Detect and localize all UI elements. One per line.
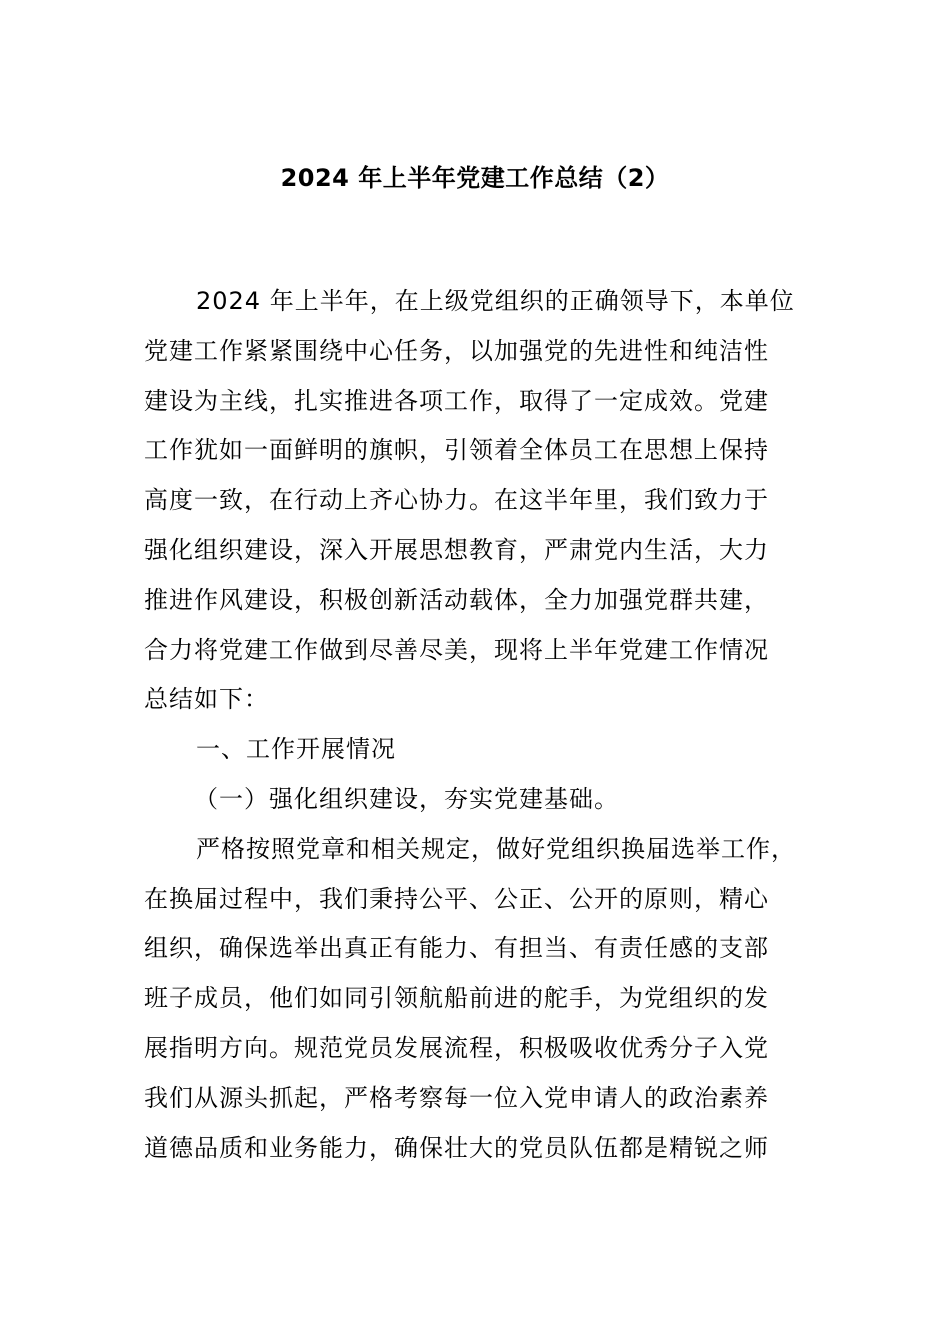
paragraph-line: 总结如下： <box>144 685 269 714</box>
paragraph-line: 2024 年上半年，在上级党组织的正确领导下，本单位 <box>196 287 795 315</box>
paragraph-line: 推进作风建设，积极创新活动载体，全力加强党群共建， <box>144 585 769 614</box>
paragraph-line: 展指明方向。规范党员发展流程，积极吸收优秀分子入党 <box>144 1033 769 1062</box>
paragraph-line: 班子成员，他们如同引领航船前进的舵手，为党组织的发 <box>144 984 769 1013</box>
paragraph-line: 工作犹如一面鲜明的旗帜，引领着全体员工在思想上保持 <box>144 436 769 465</box>
subsection-heading: （一）强化组织建设，夯实党建基础。 <box>194 784 619 813</box>
paragraph-line: 严格按照党章和相关规定，做好党组织换届选举工作， <box>196 834 796 863</box>
paragraph-line: 建设为主线，扎实推进各项工作，取得了一定成效。党建 <box>144 386 769 415</box>
paragraph-line: 高度一致，在行动上齐心协力。在这半年里，我们致力于 <box>144 486 769 515</box>
paragraph-line: 合力将党建工作做到尽善尽美，现将上半年党建工作情况 <box>144 635 769 664</box>
section-heading: 一、工作开展情况 <box>196 735 396 764</box>
paragraph-line: 党建工作紧紧围绕中心任务，以加强党的先进性和纯洁性 <box>144 336 769 365</box>
paragraph-line: 组织，确保选举出真正有能力、有担当、有责任感的支部 <box>144 934 769 963</box>
document-title: 2024 年上半年党建工作总结（2） <box>280 164 670 192</box>
paragraph-line: 强化组织建设，深入开展思想教育，严肃党内生活，大力 <box>144 535 769 564</box>
paragraph-line: 在换届过程中，我们秉持公平、公正、公开的原则，精心 <box>144 884 769 913</box>
document-body <box>144 277 834 1173</box>
paragraph-line: 道德品质和业务能力，确保壮大的党员队伍都是精锐之师 <box>144 1133 769 1162</box>
paragraph-line: 我们从源头抓起，严格考察每一位入党申请人的政治素养 <box>144 1083 769 1112</box>
